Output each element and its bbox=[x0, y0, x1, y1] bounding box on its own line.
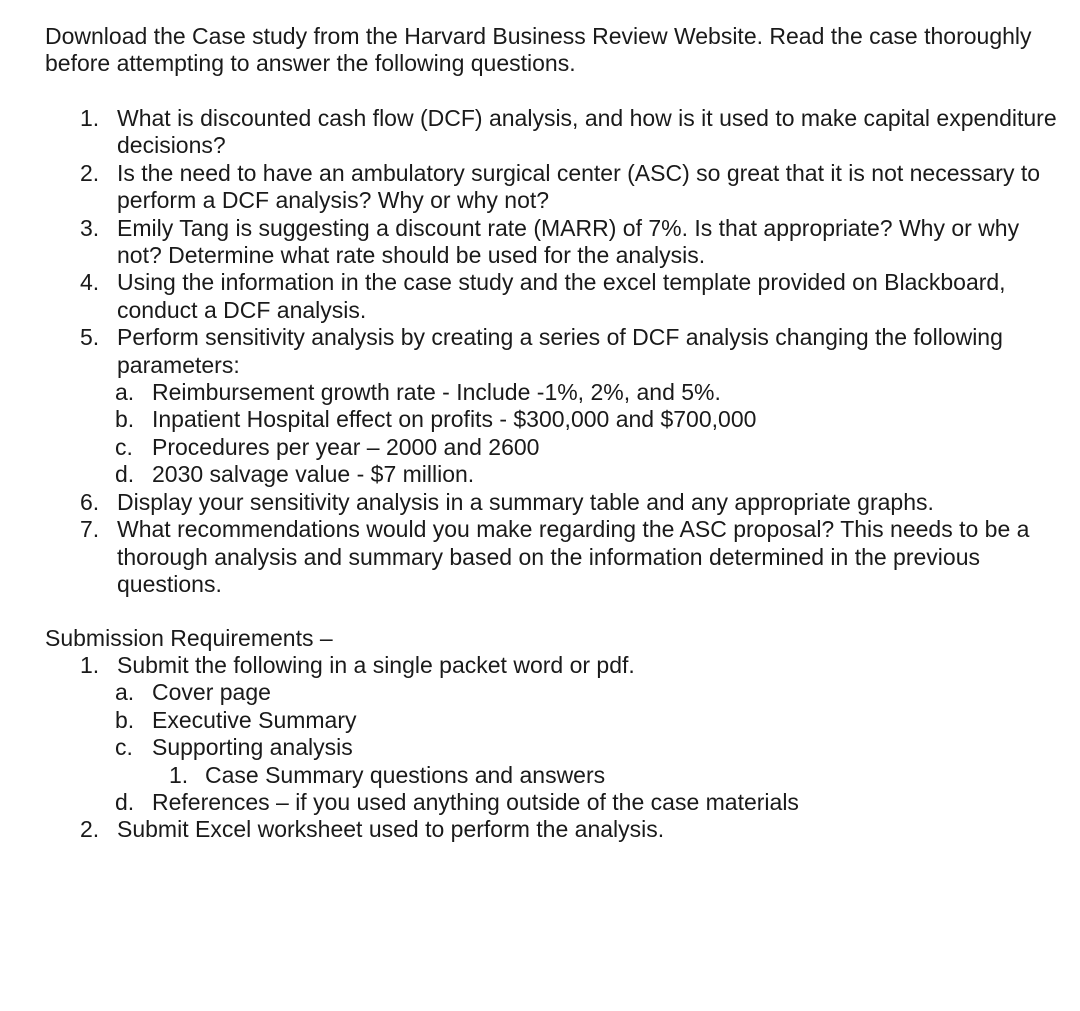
question-number: 4. bbox=[80, 269, 100, 296]
analysis-sublist bbox=[80, 762, 1060, 789]
parameter-sublist-wrapper bbox=[80, 379, 1060, 489]
question-text: Display your sensitivity analysis in a summary table and any appropriate graphs. bbox=[117, 488, 934, 515]
analysis-number: 1. bbox=[169, 761, 189, 788]
parameter-sublist bbox=[80, 379, 1060, 489]
question-number: 6. bbox=[80, 488, 100, 515]
submission-sublist-wrapper bbox=[80, 679, 1060, 816]
parameter-text: 2030 salvage value - $7 million. bbox=[152, 461, 475, 488]
submission-heading: Submission Requirements – bbox=[45, 625, 333, 651]
question-text: What recommendations would you make regarding the ASC proposal? This needs to be a thorough analysis and summary based on the information determined in the previous questions. bbox=[117, 516, 1030, 597]
submission-subtext: Executive Summary bbox=[152, 706, 357, 733]
question-item bbox=[80, 215, 1060, 270]
parameter-item bbox=[80, 406, 1060, 433]
question-number: 2. bbox=[80, 159, 100, 186]
parameter-text: Reimbursement growth rate - Include -1%, 2%, and 5%. bbox=[152, 379, 721, 406]
parameter-text: Procedures per year – 2000 and 2600 bbox=[152, 433, 540, 460]
questions-list bbox=[80, 105, 1060, 598]
question-item bbox=[80, 160, 1060, 215]
question-item bbox=[80, 516, 1060, 598]
submission-text: Submit the following in a single packet word or pdf. bbox=[117, 652, 635, 678]
analysis-subitem bbox=[80, 762, 1060, 789]
submission-subtext: References – if you used anything outside of the case materials bbox=[152, 789, 799, 816]
submission-subitem bbox=[80, 734, 1060, 761]
submission-number: 2. bbox=[80, 816, 100, 843]
submission-letter: a. bbox=[115, 679, 135, 706]
question-item bbox=[80, 324, 1060, 379]
parameter-item bbox=[80, 434, 1060, 461]
submission-subitem bbox=[80, 679, 1060, 706]
submission-subtext: Cover page bbox=[152, 679, 271, 706]
analysis-text: Case Summary questions and answers bbox=[205, 761, 606, 788]
submission-list bbox=[80, 652, 1060, 844]
submission-letter: d. bbox=[115, 789, 135, 816]
question-number: 5. bbox=[80, 324, 100, 351]
intro-paragraph: Download the Case study from the Harvard Business Review Website. Read the case thoroughly before attempting to answer the following questions. bbox=[45, 23, 1032, 77]
question-text: What is discounted cash flow (DCF) analysis, and how is it used to make capital expenditure decisions? bbox=[117, 105, 1057, 159]
submission-text: Submit Excel worksheet used to perform the analysis. bbox=[117, 816, 665, 843]
submission-sublist bbox=[80, 679, 1060, 816]
parameter-letter: d. bbox=[115, 461, 135, 488]
submission-subitem bbox=[80, 707, 1060, 734]
question-text: Perform sensitivity analysis by creating a series of DCF analysis changing the following parameters: bbox=[117, 324, 1003, 378]
question-text: Using the information in the case study and the excel template provided on Blackboard, conduct a DCF analysis. bbox=[117, 269, 1006, 323]
question-text: Is the need to have an ambulatory surgical center (ASC) so great that it is not necessary to perform a DCF analysis? Why or why not? bbox=[117, 159, 1041, 214]
submission-item bbox=[80, 816, 1060, 843]
question-text: Emily Tang is suggesting a discount rate (MARR) of 7%. Is that appropriate? Why or why not? Determine what rate should be used for the analysis. bbox=[117, 214, 1020, 269]
submission-subtext: Supporting analysis bbox=[152, 734, 353, 761]
question-item bbox=[80, 269, 1060, 324]
question-number: 7. bbox=[80, 516, 100, 543]
parameter-letter: c. bbox=[115, 433, 133, 460]
question-number: 3. bbox=[80, 214, 100, 241]
parameter-item bbox=[80, 379, 1060, 406]
question-number: 1. bbox=[80, 105, 100, 131]
parameter-text: Inpatient Hospital effect on profits - $300,000 and $700,000 bbox=[152, 406, 757, 433]
parameter-item bbox=[80, 461, 1060, 488]
submission-letter: b. bbox=[115, 706, 135, 733]
parameter-letter: a. bbox=[115, 379, 135, 406]
question-item bbox=[80, 489, 1060, 516]
submission-letter: c. bbox=[115, 734, 133, 761]
question-item bbox=[80, 105, 1060, 160]
submission-number: 1. bbox=[80, 652, 100, 678]
submission-item bbox=[80, 652, 1060, 679]
parameter-letter: b. bbox=[115, 406, 135, 433]
submission-subitem bbox=[80, 789, 1060, 816]
analysis-sublist-wrapper bbox=[80, 762, 1060, 789]
